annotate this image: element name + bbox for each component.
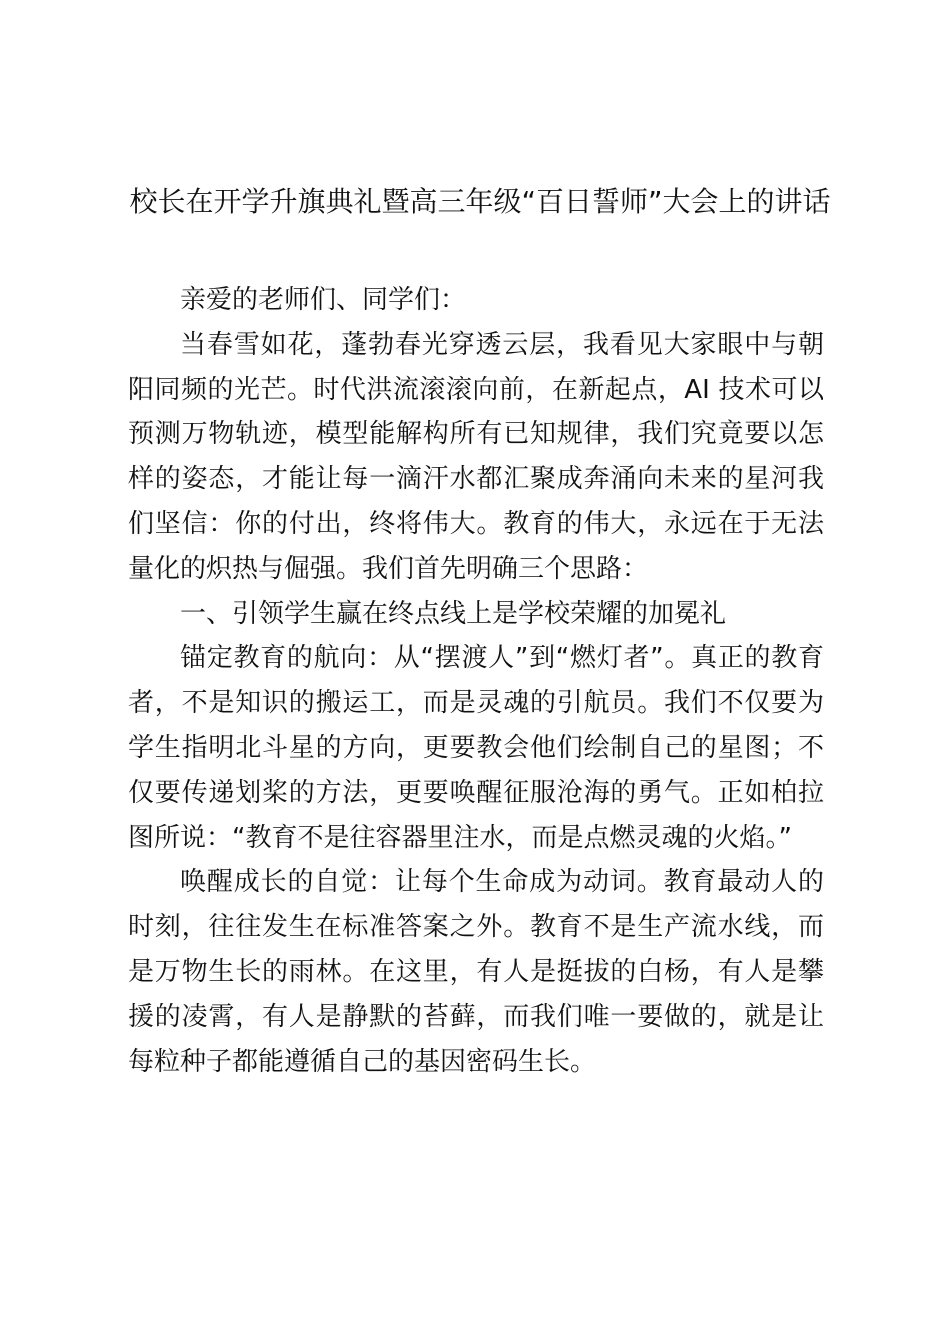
body-paragraph: 唤醒成长的自觉：让每个生命成为动词。教育最动人的时刻，往往发生在标准答案之外。教育不是生产流水线，而是万物生长的雨林。在这里，有人是挺拔的白杨，有人是攀援的凌霄，有人是静默的苔藓，而我们唯一要做的，就是让每粒种子都能遵循自己的基因密码生长。 (128, 867, 824, 1077)
section-heading: 一、引领学生赢在终点线上是学校荣耀的加冕礼 (180, 598, 727, 629)
body-paragraph: 当春雪如花，蓬勃春光穿透云层，我看见大家眼中与朝阳同频的光芒。时代洪流滚滚向前，在新起点，AI 技术可以预测万物轨迹，模型能解构所有已知规律，我们究竟要以怎样的姿态，才能让每一滴汗水都汇聚成奔涌向未来的星河我们坚信：你的付出，终将伟大。教育的伟大，永远在于无法量化的炽热与倔强。我们首先明确三个思路： (128, 329, 824, 584)
body-paragraph: 锚定教育的航向：从“摆渡人”到“燃灯者”。真正的教育者，不是知识的搬运工，而是灵魂的引航员。我们不仅要为学生指明北斗星的方向，更要教会他们绘制自己的星图；不仅要传递划桨的方法，更要唤醒征服沧海的勇气。正如柏拉图所说：“教育不是往容器里注水，而是点燃灵魂的火焰。” (128, 643, 824, 853)
document-title: 校长在开学升旗典礼暨高三年级“百日誓师”大会上的讲话 (129, 185, 831, 218)
salutation-paragraph: 亲爱的老师们、同学们： (180, 285, 467, 315)
document-body (128, 278, 824, 1084)
